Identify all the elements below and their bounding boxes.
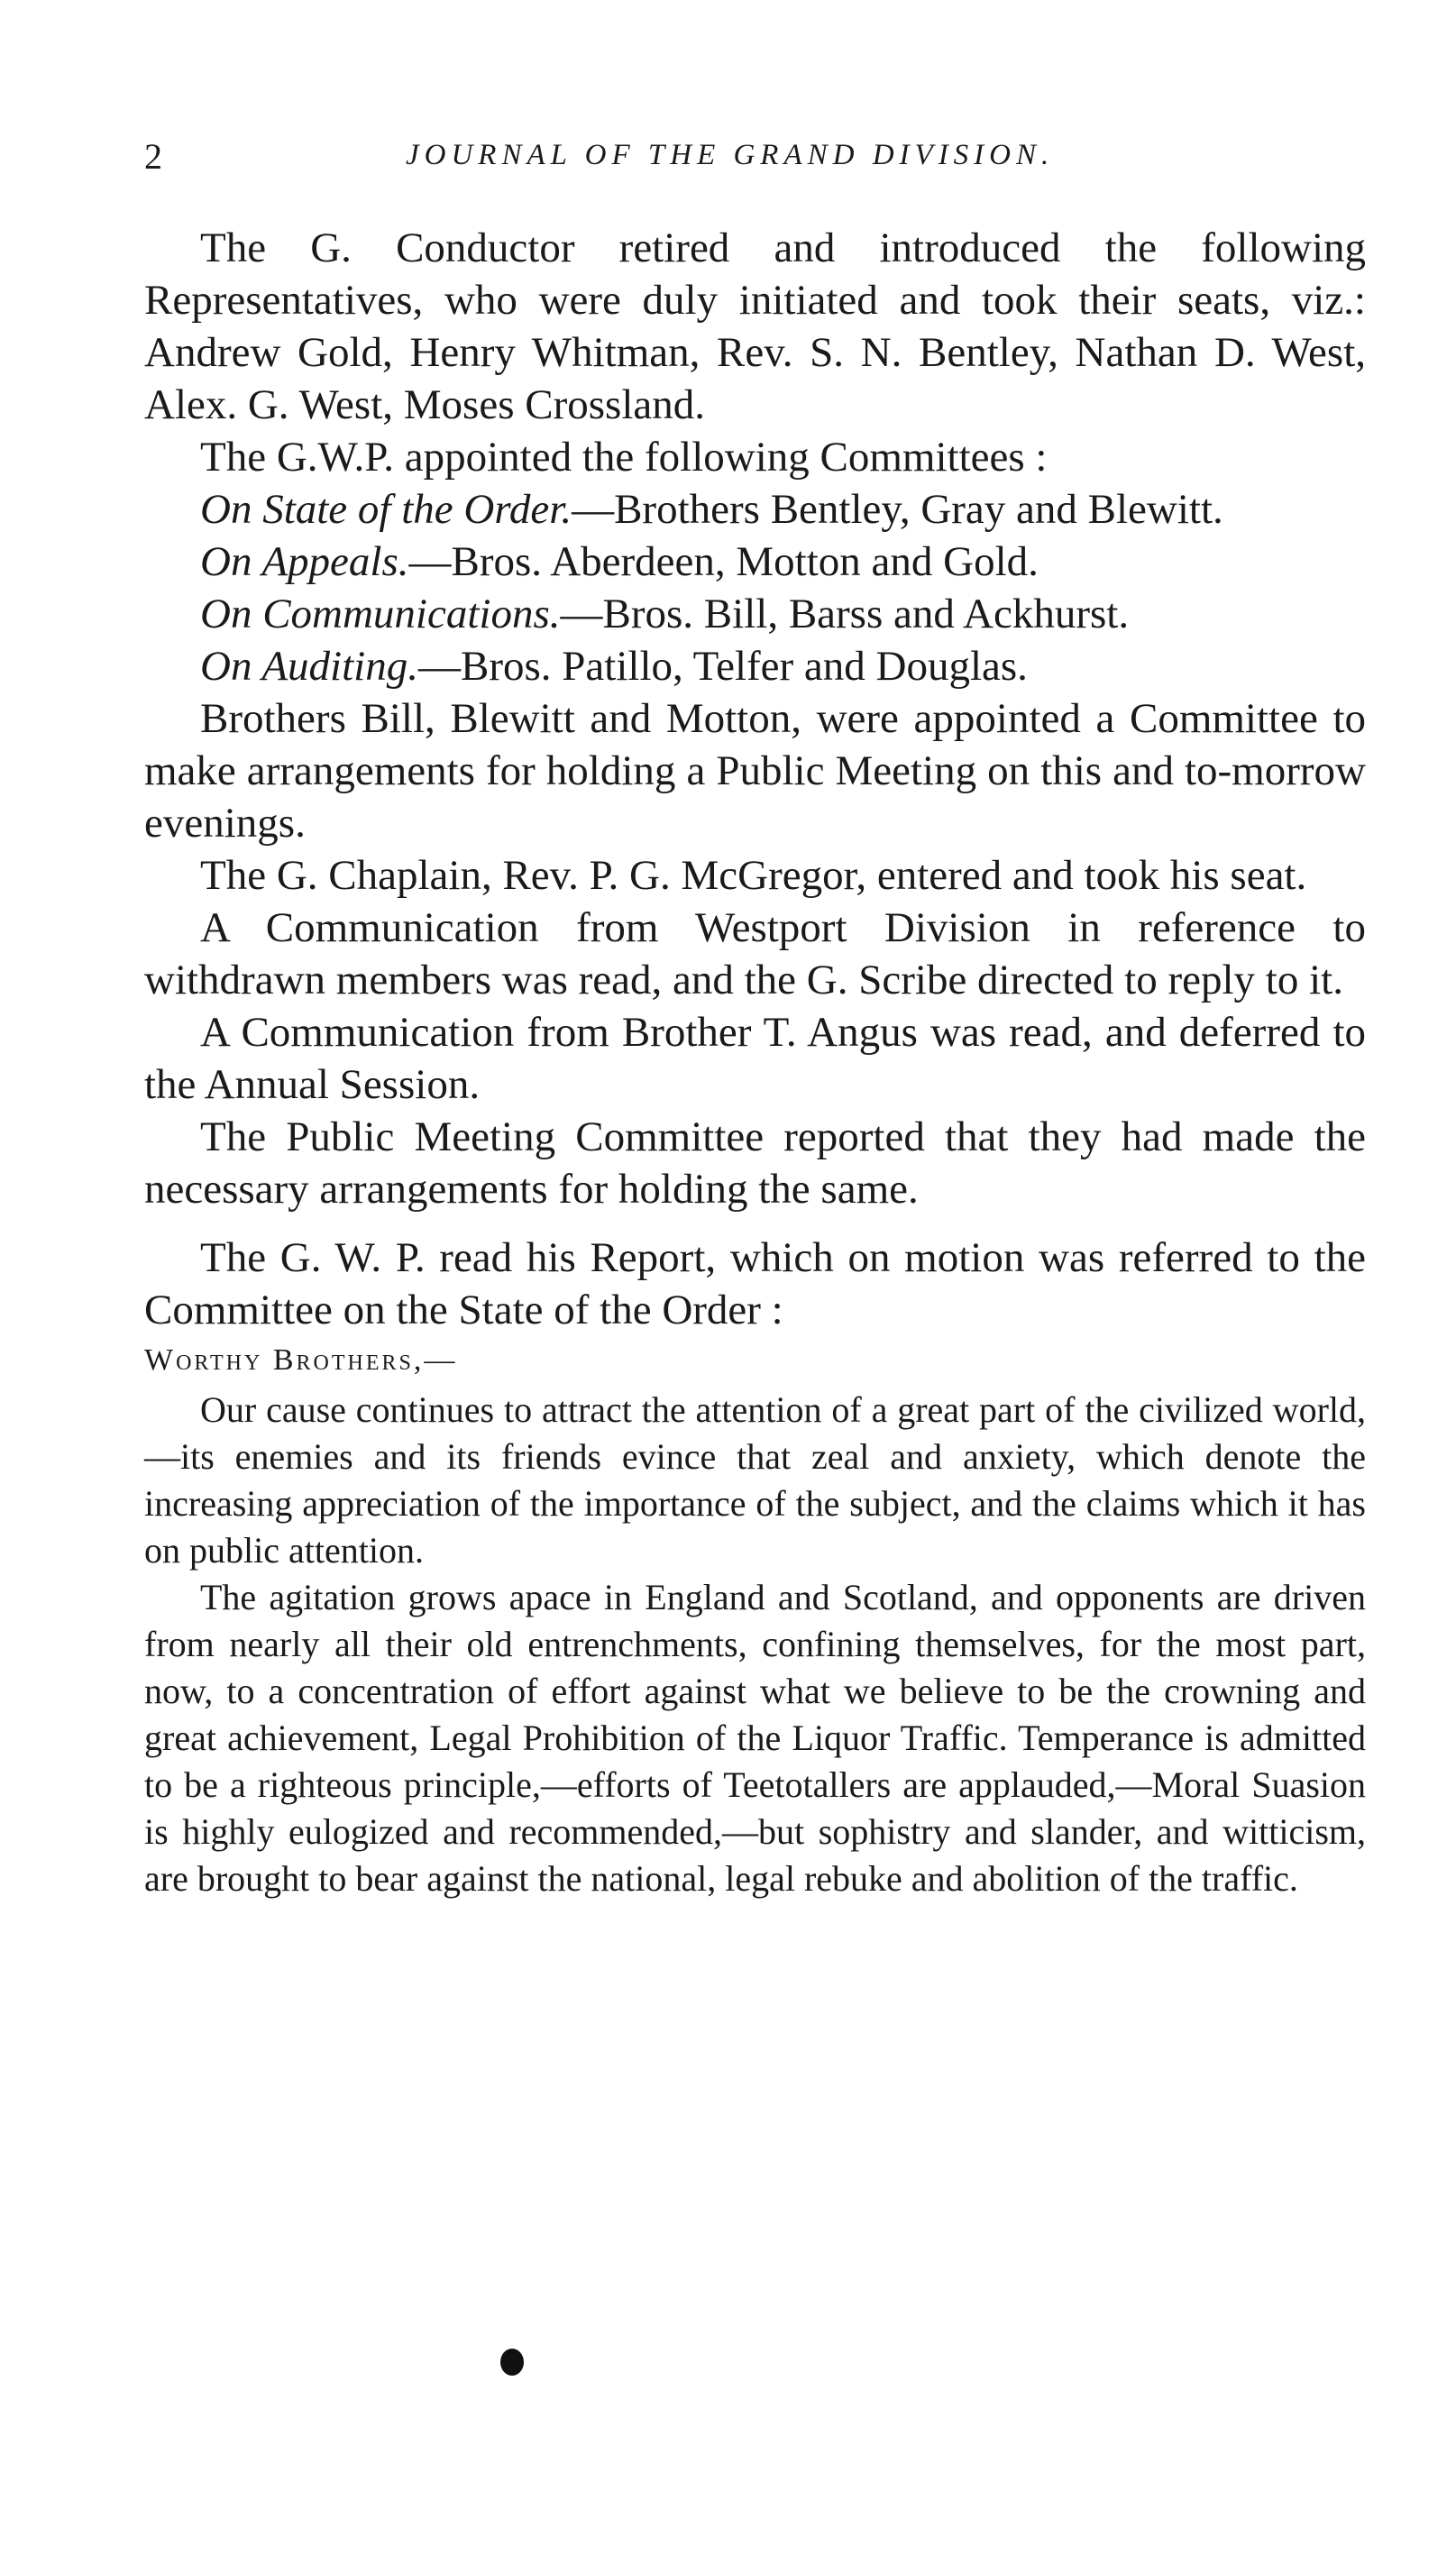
journal-body: [144, 222, 1366, 1336]
paragraph-committee-report: The Public Meeting Committee reported that they had made the necessary arrangements for holding the same.: [144, 1113, 1366, 1213]
committee-communications: [144, 588, 1366, 640]
paragraph-angus-communication: A Communication from Brother T. Angus was read, and deferred to the Annual Session.: [144, 1009, 1366, 1108]
committee-label: On Auditing.: [200, 643, 418, 690]
ink-blot-mark: [500, 2349, 524, 2376]
paragraph-gwp-report: The G. W. P. read his Report, which on motion was referred to the Committee on the State of the Order :: [144, 1234, 1366, 1333]
paragraph-westport-communication: A Communication from Westport Division in reference to withdrawn members was read, and the G. Scribe directed to reply to it.: [144, 904, 1366, 1003]
running-title: JOURNAL OF THE GRAND DIVISION.: [406, 139, 1055, 171]
committee-state-of-order: [144, 483, 1366, 536]
committee-label: On Appeals.: [200, 538, 409, 585]
paragraph-public-meeting-committee: Brothers Bill, Blewitt and Motton, were appointed a Committee to make arrangements for holding a Public Meeting on this and to-morrow evenings.: [144, 695, 1366, 847]
letter-salutation: Worthy Brothers,—: [144, 1343, 458, 1377]
page-number: 2: [144, 136, 164, 177]
paragraph-chaplain: The G. Chaplain, Rev. P. G. McGregor, entered and took his seat.: [200, 852, 1307, 899]
running-head: [144, 135, 1366, 189]
committee-members: —Brothers Bentley, Gray and Blewitt.: [572, 486, 1223, 533]
committee-members: —Bros. Aberdeen, Motton and Gold.: [408, 538, 1039, 585]
document-page: [144, 135, 1366, 1902]
paragraph-committees-intro: The G.W.P. appointed the following Committees :: [200, 434, 1048, 481]
report-letter: [144, 1340, 1366, 1902]
letter-paragraph: Our cause continues to attract the attention of a great part of the civilized world,—its enemies and its friends evince that zeal and anxiety, which denote the increasing appreciation of the importance of the subject, and the claims which it has on public attention.: [144, 1389, 1366, 1571]
committee-label: On Communications.: [200, 591, 561, 637]
committee-auditing: [144, 640, 1366, 692]
letter-paragraph: The agitation grows apace in England and Scotland, and opponents are driven from nearly all their old entrenchments, confining themselves, for the most part, now, to a concentration of effort against what we believe to be the crowning and great achievement, Legal Prohibition of the Liquor Traffic. Temperance is admitted to be a righteous principle,—efforts of Teetotallers are applauded,—Moral Suasion is highly eulogized and recommended,—but sophistry and slander, and witticism, are brought to bear against the national, legal rebuke and abolition of the traffic.: [144, 1577, 1366, 1899]
committee-members: —Bros. Bill, Barss and Ackhurst.: [560, 591, 1130, 637]
committee-members: —Bros. Patillo, Telfer and Douglas.: [417, 643, 1028, 690]
committee-appeals: [144, 536, 1366, 588]
committee-label: On State of the Order.: [200, 486, 572, 533]
paragraph-representatives: The G. Conductor retired and introduced the following Representatives, who were duly initiated and took their seats, viz.: Andrew Gold, Henry Whitman, Rev. S. N. Bentley, Nathan D. West, Alex. G. West, Moses Crossland.: [144, 224, 1366, 428]
